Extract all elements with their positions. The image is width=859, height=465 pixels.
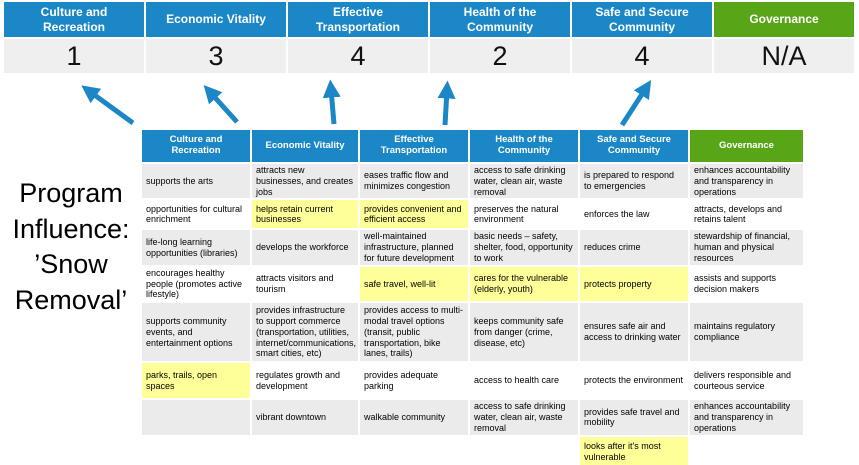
matrix-cell: walkable community <box>359 399 469 435</box>
matrix-cell <box>251 436 359 465</box>
matrix-cell: vibrant downtown <box>251 399 359 435</box>
matrix-body <box>141 163 804 465</box>
matrix-cell: supports community events, and entertainment options <box>141 302 251 362</box>
matrix-header-row <box>141 129 804 163</box>
score-effective-transportation: 4 <box>288 39 428 73</box>
score-row <box>4 39 854 73</box>
influence-arrow-health <box>445 90 447 125</box>
matrix-cell <box>359 436 469 465</box>
matrix-cell: provides adequate parking <box>359 362 469 399</box>
matrix-cell: enhances accountability and transparency in operations <box>689 399 804 435</box>
matrix-header-cell-health-of-the-community: Health of the Community <box>469 129 579 163</box>
score-safe-and-secure-community: 4 <box>572 39 712 73</box>
score-governance: N/A <box>714 39 854 73</box>
matrix-cell: attracts, develops and retains talent <box>689 199 804 229</box>
matrix-cell: stewardship of financial, human and physical resources <box>689 229 804 265</box>
matrix-cell-highlighted: protects property <box>579 266 689 302</box>
category-box-culture-and-recreation: Culture and Recreation <box>4 2 144 37</box>
matrix-row <box>141 229 804 265</box>
matrix-cell: encourages healthy people (promotes active lifestyle) <box>141 266 251 302</box>
program-title <box>0 176 142 319</box>
influence-arrow-safe <box>622 88 646 125</box>
matrix-cell-highlighted: provides access to multi-modal travel options (transit, public transportation, bike lanes, trails) <box>359 302 469 362</box>
matrix-cell-highlighted: safe travel, well-lit <box>359 266 469 302</box>
matrix-cell-highlighted: cares for the vulnerable (elderly, youth) <box>469 266 579 302</box>
matrix-cell: access to safe drinking water, clean air, waste removal <box>469 163 579 199</box>
matrix-cell: maintains regulatory compliance <box>689 302 804 362</box>
matrix-cell: well-maintained infrastructure, planned for future development <box>359 229 469 265</box>
matrix-cell-highlighted: basic needs – safety, shelter, food, opportunity to work <box>469 229 579 265</box>
matrix-row <box>141 266 804 302</box>
category-box-governance: Governance <box>714 2 854 37</box>
category-box-effective-transportation: Effective Transportation <box>288 2 428 37</box>
matrix-cell: protects the environment <box>579 362 689 399</box>
matrix-cell: preserves the natural environment <box>469 199 579 229</box>
score-health-of-the-community: 2 <box>430 39 570 73</box>
matrix-header-cell-economic-vitality: Economic Vitality <box>251 129 359 163</box>
category-box-safe-and-secure-community: Safe and Secure Community <box>572 2 712 37</box>
matrix-cell: access to safe drinking water, clean air, waste removal <box>469 399 579 435</box>
matrix-cell <box>689 436 804 465</box>
matrix-cell <box>141 436 251 465</box>
program-title-line: Program <box>19 178 123 208</box>
matrix-cell: attracts visitors and tourism <box>251 266 359 302</box>
matrix-cell: develops the workforce <box>251 229 359 265</box>
matrix-row <box>141 362 804 399</box>
influence-arrow-economic <box>210 92 237 122</box>
matrix-cell: access to health care <box>469 362 579 399</box>
category-banner <box>4 2 854 37</box>
score-culture-and-recreation: 1 <box>4 39 144 73</box>
matrix-cell <box>141 399 251 435</box>
matrix-row <box>141 399 804 435</box>
matrix-row <box>141 302 804 362</box>
category-box-health-of-the-community: Health of the Community <box>430 2 570 37</box>
matrix-cell: regulates growth and development <box>251 362 359 399</box>
matrix-cell: life-long learning opportunities (libraries) <box>141 229 251 265</box>
influence-arrow-culture <box>89 91 133 123</box>
matrix-row <box>141 436 804 465</box>
matrix-cell: attracts new businesses, and creates jobs <box>251 163 359 199</box>
matrix-cell: supports the arts <box>141 163 251 199</box>
matrix-cell: ensures safe air and access to drinking water <box>579 302 689 362</box>
matrix-cell-highlighted: looks after it's most vulnerable <box>579 436 689 465</box>
matrix-cell-highlighted: provides safe travel and mobility <box>579 399 689 435</box>
category-box-economic-vitality: Economic Vitality <box>146 2 286 37</box>
matrix-cell: delivers responsible and courteous service <box>689 362 804 399</box>
matrix-cell: opportunities for cultural enrichment <box>141 199 251 229</box>
matrix-head <box>141 129 804 163</box>
matrix-header-cell-safe-and-secure-community: Safe and Secure Community <box>579 129 689 163</box>
program-title-line: Removal’ <box>14 284 128 315</box>
matrix-cell-highlighted: eases traffic flow and minimizes congestion <box>359 163 469 199</box>
program-title-line: Influence: <box>12 213 130 244</box>
influence-matrix <box>140 128 805 465</box>
matrix-header-cell-effective-transportation: Effective Transportation <box>359 129 469 163</box>
matrix-cell: reduces crime <box>579 229 689 265</box>
matrix-row <box>141 163 804 199</box>
matrix-cell-highlighted: provides convenient and efficient access <box>359 199 469 229</box>
matrix-cell-highlighted: helps retain current businesses <box>251 199 359 229</box>
influence-arrows <box>0 78 859 130</box>
matrix-cell-highlighted: keeps community safe from danger (crime, disease, etc) <box>469 302 579 362</box>
matrix-header-cell-culture-and-recreation: Culture and Recreation <box>141 129 251 163</box>
matrix-cell: enhances accountability and transparency in operations <box>689 163 804 199</box>
influence-arrow-transportation <box>331 89 334 124</box>
matrix-cell-highlighted: provides infrastructure to support commerce (transportation, utilities, internet/communications, smart cities, etc) <box>251 302 359 362</box>
matrix-cell: enforces the law <box>579 199 689 229</box>
matrix-cell-highlighted: parks, trails, open spaces <box>141 362 251 399</box>
matrix-header-cell-governance: Governance <box>689 129 804 163</box>
program-title-line: ’Snow <box>34 249 108 280</box>
matrix-row <box>141 199 804 229</box>
matrix-cell: assists and supports decision makers <box>689 266 804 302</box>
matrix-cell-highlighted: is prepared to respond to emergencies <box>579 163 689 199</box>
matrix-cell <box>469 436 579 465</box>
score-economic-vitality: 3 <box>146 39 286 73</box>
